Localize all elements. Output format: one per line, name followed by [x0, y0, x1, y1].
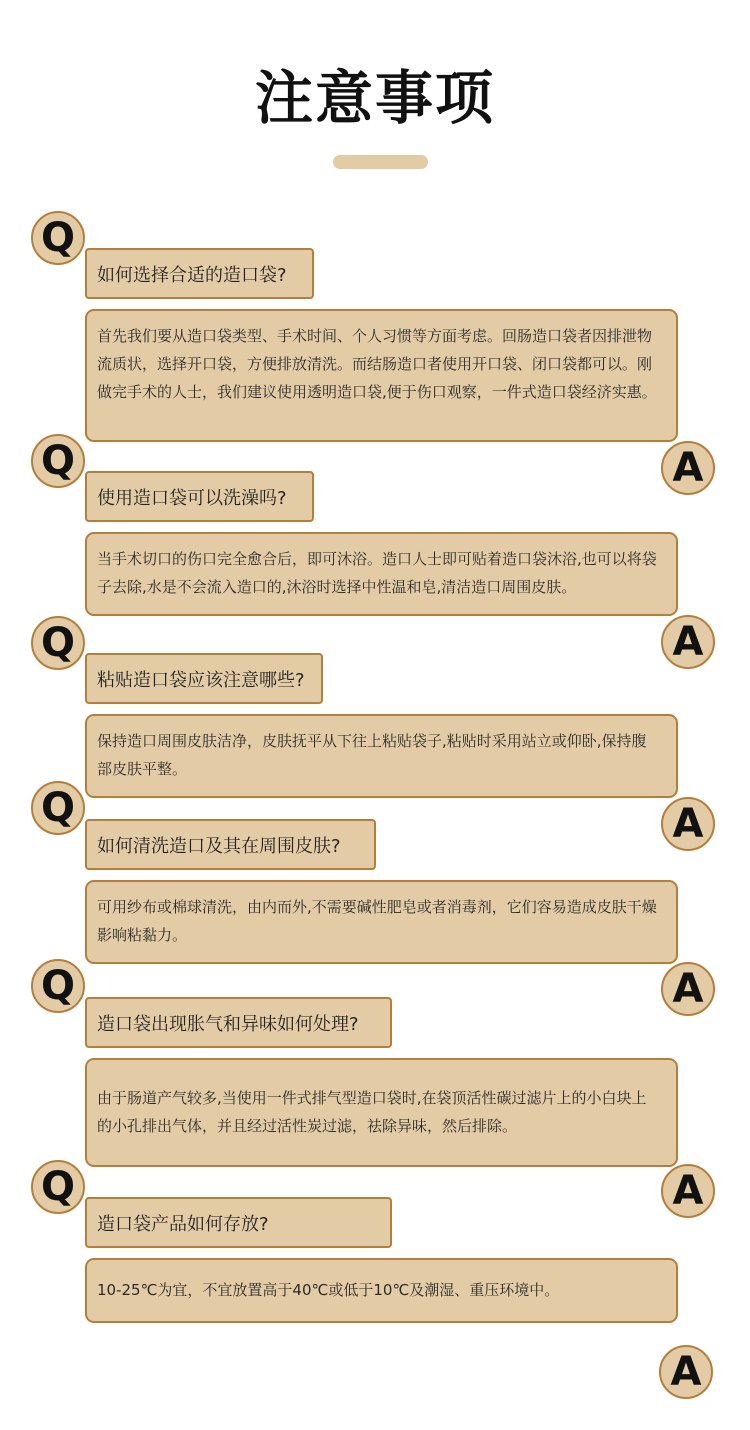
- title-underline: [333, 155, 428, 169]
- a-badge-icon: A: [659, 1345, 713, 1399]
- faq-answer-5: 由于肠道产气较多,当使用一件式排气型造口袋时,在袋顶活性碳过滤片上的小白块上的小孔排出气体，并且经过活性炭过滤，祛除异味，然后排除。: [85, 1058, 678, 1167]
- faq-question-1: 如何选择合适的造口袋?: [85, 248, 314, 299]
- faq-answer-1: 首先我们要从造口袋类型、手术时间、个人习惯等方面考虑。回肠造口袋者因排泄物流质状，选择开口袋，方便排放清洗。而结肠造口者使用开口袋、闭口袋都可以。刚做完手术的人士，我们建议使用透明造口袋,便于伤口观察，一件式造口袋经济实惠。: [85, 309, 678, 442]
- faq-question-4: 如何清洗造口及其在周围皮肤?: [85, 819, 376, 870]
- a-badge-icon: A: [661, 797, 715, 851]
- faq-answer-2: 当手术切口的伤口完全愈合后，即可沐浴。造口人士即可贴着造口袋沐浴,也可以将袋子去除,水是不会流入造口的,沐浴时选择中性温和皂,清洁造口周围皮肤。: [85, 532, 678, 616]
- faq-question-2: 使用造口袋可以洗澡吗?: [85, 471, 314, 522]
- q-badge-icon: Q: [31, 1160, 85, 1214]
- q-badge-icon: Q: [31, 434, 85, 488]
- q-badge-icon: Q: [31, 616, 85, 670]
- a-badge-icon: A: [661, 441, 715, 495]
- faq-question-3: 粘贴造口袋应该注意哪些?: [85, 653, 323, 704]
- faq-answer-6: 10-25℃为宜，不宜放置高于40℃或低于10℃及潮湿、重压环境中。: [85, 1258, 678, 1323]
- q-badge-icon: Q: [31, 211, 85, 265]
- faq-answer-4: 可用纱布或棉球清洗，由内而外,不需要碱性肥皂或者消毒剂，它们容易造成皮肤干燥影响粘黏力。: [85, 880, 678, 964]
- a-badge-icon: A: [661, 962, 715, 1016]
- faq-answer-3: 保持造口周围皮肤洁净，皮肤抚平从下往上粘贴袋子,粘贴时采用站立或仰卧,保持腹部皮肤平整。: [85, 714, 678, 798]
- faq-question-6: 造口袋产品如何存放?: [85, 1197, 392, 1248]
- faq-question-5: 造口袋出现胀气和异味如何处理?: [85, 997, 392, 1048]
- page-title: 注意事项: [254, 64, 495, 132]
- a-badge-icon: A: [661, 615, 715, 669]
- q-badge-icon: Q: [31, 781, 85, 835]
- q-badge-icon: Q: [31, 959, 85, 1013]
- a-badge-icon: A: [661, 1164, 715, 1218]
